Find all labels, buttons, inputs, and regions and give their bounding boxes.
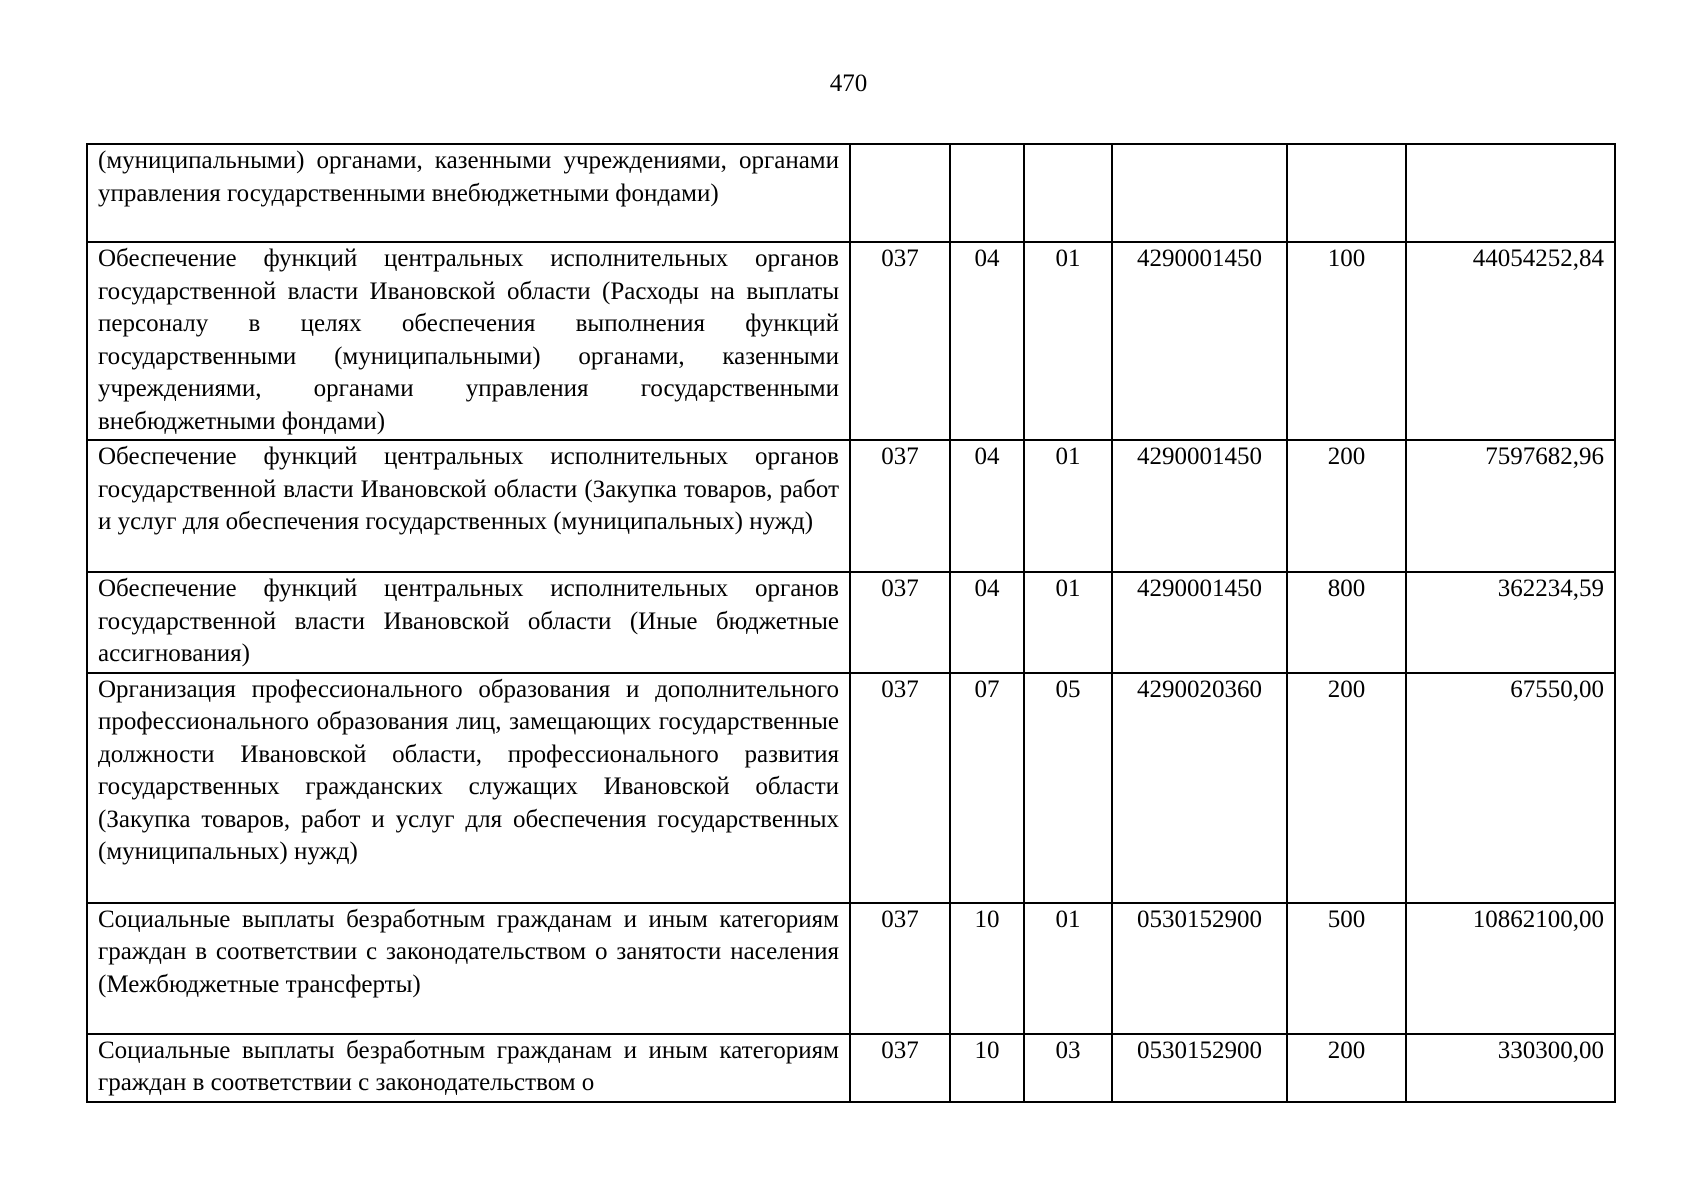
row-description: Обеспечение функций центральных исполнительных органов государственной власти Ивановской области (Иные бюджетные ассигнования) bbox=[87, 572, 850, 673]
subsection-code bbox=[1024, 144, 1112, 242]
table-row bbox=[87, 572, 1615, 673]
admin-code: 037 bbox=[850, 572, 950, 673]
section-code: 10 bbox=[950, 903, 1024, 1034]
expense-type-code: 800 bbox=[1287, 572, 1406, 673]
admin-code: 037 bbox=[850, 903, 950, 1034]
row-description: Организация профессионального образования и дополнительного профессионального образования лиц, замещающих государственные должности Ивановской области, профессионального развития государственных гражданских служащих Ивановской области (Закупка товаров, работ и услуг для обеспечения государственных (муниципальных) нужд) bbox=[87, 673, 850, 903]
target-article-code: 0530152900 bbox=[1112, 1034, 1287, 1102]
page-number: 470 bbox=[829, 70, 868, 97]
subsection-code: 01 bbox=[1024, 440, 1112, 572]
table-row bbox=[87, 144, 1615, 242]
expense-type-code: 100 bbox=[1287, 242, 1406, 440]
section-code: 04 bbox=[950, 242, 1024, 440]
row-description: Обеспечение функций центральных исполнительных органов государственной власти Ивановской области (Закупка товаров, работ и услуг для обеспечения государственных (муниципальных) нужд) bbox=[87, 440, 850, 572]
section-code: 04 bbox=[950, 572, 1024, 673]
table-row bbox=[87, 242, 1615, 440]
target-article-code bbox=[1112, 144, 1287, 242]
admin-code: 037 bbox=[850, 440, 950, 572]
amount: 330300,00 bbox=[1406, 1034, 1615, 1102]
expense-type-code: 500 bbox=[1287, 903, 1406, 1034]
target-article-code: 4290001450 bbox=[1112, 572, 1287, 673]
section-code bbox=[950, 144, 1024, 242]
subsection-code: 01 bbox=[1024, 572, 1112, 673]
admin-code: 037 bbox=[850, 242, 950, 440]
table-row bbox=[87, 673, 1615, 903]
target-article-code: 4290001450 bbox=[1112, 242, 1287, 440]
table-row bbox=[87, 440, 1615, 572]
expense-type-code: 200 bbox=[1287, 1034, 1406, 1102]
admin-code: 037 bbox=[850, 1034, 950, 1102]
subsection-code: 01 bbox=[1024, 242, 1112, 440]
amount: 44054252,84 bbox=[1406, 242, 1615, 440]
row-description: Социальные выплаты безработным гражданам и иным категориям граждан в соответствии с законодательством о занятости населения (Межбюджетные трансферты) bbox=[87, 903, 850, 1034]
admin-code: 037 bbox=[850, 673, 950, 903]
amount: 7597682,96 bbox=[1406, 440, 1615, 572]
section-code: 04 bbox=[950, 440, 1024, 572]
amount bbox=[1406, 144, 1615, 242]
row-description: Социальные выплаты безработным гражданам и иным категориям граждан в соответствии с законодательством о bbox=[87, 1034, 850, 1102]
target-article-code: 4290001450 bbox=[1112, 440, 1287, 572]
row-description: Обеспечение функций центральных исполнительных органов государственной власти Ивановской области (Расходы на выплаты персоналу в целях обеспечения выполнения функций государственными (муниципальными) органами, казенными учреждениями, органами управления государственными внебюджетными фондами) bbox=[87, 242, 850, 440]
target-article-code: 0530152900 bbox=[1112, 903, 1287, 1034]
budget-table bbox=[86, 143, 1616, 1103]
row-description: (муниципальными) органами, казенными учреждениями, органами управления государственными внебюджетными фондами) bbox=[87, 144, 850, 242]
amount: 67550,00 bbox=[1406, 673, 1615, 903]
target-article-code: 4290020360 bbox=[1112, 673, 1287, 903]
table-row bbox=[87, 903, 1615, 1034]
subsection-code: 05 bbox=[1024, 673, 1112, 903]
subsection-code: 03 bbox=[1024, 1034, 1112, 1102]
subsection-code: 01 bbox=[1024, 903, 1112, 1034]
amount: 362234,59 bbox=[1406, 572, 1615, 673]
section-code: 10 bbox=[950, 1034, 1024, 1102]
expense-type-code bbox=[1287, 144, 1406, 242]
table-row bbox=[87, 1034, 1615, 1102]
section-code: 07 bbox=[950, 673, 1024, 903]
expense-type-code: 200 bbox=[1287, 440, 1406, 572]
expense-type-code: 200 bbox=[1287, 673, 1406, 903]
amount: 10862100,00 bbox=[1406, 903, 1615, 1034]
admin-code bbox=[850, 144, 950, 242]
